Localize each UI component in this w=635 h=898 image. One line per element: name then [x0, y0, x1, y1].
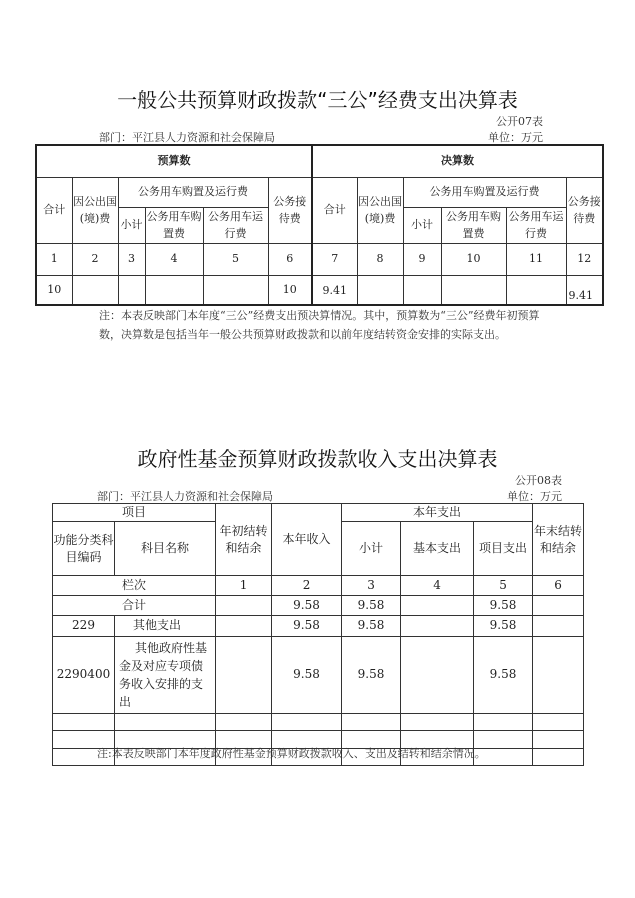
value-cell: [533, 636, 584, 713]
header-subtotal: 小计: [342, 522, 401, 576]
value-cell: [118, 275, 145, 305]
value-cell: [203, 275, 268, 305]
value-cell: 9.58: [342, 636, 401, 713]
header-car-run: 公务用车运行费: [203, 207, 268, 243]
column-number: 1: [36, 243, 72, 275]
column-number: 5: [474, 576, 533, 596]
column-number: 2: [72, 243, 118, 275]
header-begin: 年初结转和结余: [216, 504, 272, 576]
value-cell: 9.58: [342, 616, 401, 636]
column-number: 2: [272, 576, 342, 596]
header-reception: 公务接待费: [268, 177, 312, 243]
header-abroad: 因公出国(境)费: [72, 177, 118, 243]
column-number: 7: [312, 243, 357, 275]
header-total: 合计: [36, 177, 72, 243]
table07-note: 注：本表反映部门本年度“三公”经费支出预决算情况。其中，预算数为“三公”经费年初预算数，决算数是包括当年一般公共预算财政拨款和以前年度结转资金安排的实际支出。: [99, 309, 540, 341]
header-car-purchase: 公务用车购置费: [145, 207, 203, 243]
empty-row: [53, 713, 584, 730]
table07: [35, 144, 604, 306]
table-row: [53, 596, 584, 616]
column-number: 5: [203, 243, 268, 275]
column-number: 11: [506, 243, 566, 275]
column-number: 6: [268, 243, 312, 275]
value-cell: 9.58: [474, 616, 533, 636]
row-code: 2290400: [53, 636, 115, 713]
column-number: 10: [441, 243, 506, 275]
value-cell: [72, 275, 118, 305]
header-name: 科目名称: [115, 522, 216, 576]
header-car-group: 公务用车购置及运行费: [403, 177, 566, 207]
value-cell: [216, 596, 272, 616]
value-cell: [145, 275, 203, 305]
column-number: 3: [342, 576, 401, 596]
table08-note: 注:本表反映部门本年度政府性基金预算财政拨款收入、支出及结转和结余情况。: [97, 747, 486, 760]
column-number: 4: [401, 576, 474, 596]
column-number: 9: [403, 243, 441, 275]
row-name: 其他支出: [115, 616, 216, 636]
value-cell: 9.58: [272, 596, 342, 616]
value-cell: [403, 275, 441, 305]
header-reception: 公务接待费: [566, 177, 603, 243]
column-label: 栏次: [53, 576, 216, 596]
value-cell: [401, 636, 474, 713]
value-cell: [533, 616, 584, 636]
table08-department: 部门：平江县人力资源和社会保障局: [97, 490, 273, 503]
table07-unit: 单位：万元: [488, 131, 543, 144]
header-end: 年末结转和结余: [533, 504, 584, 576]
column-number: 12: [566, 243, 603, 275]
value-cell: 10: [36, 275, 72, 305]
value-cell: 9.58: [474, 636, 533, 713]
header-project: 项目支出: [474, 522, 533, 576]
table-row: [53, 636, 584, 713]
header-subtotal: 小计: [118, 207, 145, 243]
value-cell: [401, 616, 474, 636]
table08-unit: 单位：万元: [507, 490, 562, 503]
header-abroad: 因公出国(境)费: [357, 177, 403, 243]
row-name: 合计: [53, 596, 216, 616]
value-cell: [401, 596, 474, 616]
table08-code: 公开08表: [515, 474, 562, 487]
table-row: [36, 275, 603, 305]
table-row: [53, 616, 584, 636]
table08-title: 政府性基金预算财政拨款收入支出决算表: [137, 447, 498, 471]
budget-group-header: 预算数: [36, 145, 312, 177]
header-expense: 本年支出: [342, 504, 533, 522]
column-number-row: [53, 576, 584, 596]
header-car-purchase: 公务用车购置费: [441, 207, 506, 243]
value-cell: [506, 275, 566, 305]
header-code: 功能分类科目编码: [53, 522, 115, 576]
value-cell: 9.41: [312, 275, 357, 305]
column-number: 4: [145, 243, 203, 275]
value-cell: 10: [268, 275, 312, 305]
value-cell: 9.58: [342, 596, 401, 616]
row-name: 其他政府性基金及对应专项债务收入安排的支出: [115, 636, 216, 713]
value-cell: 9.58: [272, 616, 342, 636]
table07-code: 公开07表: [496, 115, 543, 128]
column-number: 8: [357, 243, 403, 275]
table07-department: 部门：平江县人力资源和社会保障局: [99, 131, 275, 144]
header-item: 项目: [53, 504, 216, 522]
value-cell: [216, 616, 272, 636]
value-cell: 9.58: [474, 596, 533, 616]
header-subtotal: 小计: [403, 207, 441, 243]
column-number: 6: [533, 576, 584, 596]
value-cell: [533, 596, 584, 616]
value-cell: [357, 275, 403, 305]
row-code: 229: [53, 616, 115, 636]
header-car-run: 公务用车运行费: [506, 207, 566, 243]
header-income: 本年收入: [272, 504, 342, 576]
value-cell: [216, 636, 272, 713]
table07-title: 一般公共预算财政拨款“三公”经费支出决算表: [117, 88, 518, 112]
column-number: 1: [216, 576, 272, 596]
value-cell: 9.41: [566, 275, 603, 305]
header-basic: 基本支出: [401, 522, 474, 576]
value-cell: 9.58: [272, 636, 342, 713]
value-cell: [441, 275, 506, 305]
column-number: 3: [118, 243, 145, 275]
final-group-header: 决算数: [312, 145, 603, 177]
table08: [52, 503, 584, 766]
column-number-row: [36, 243, 603, 275]
header-car-group: 公务用车购置及运行费: [118, 177, 268, 207]
header-total: 合计: [312, 177, 357, 243]
